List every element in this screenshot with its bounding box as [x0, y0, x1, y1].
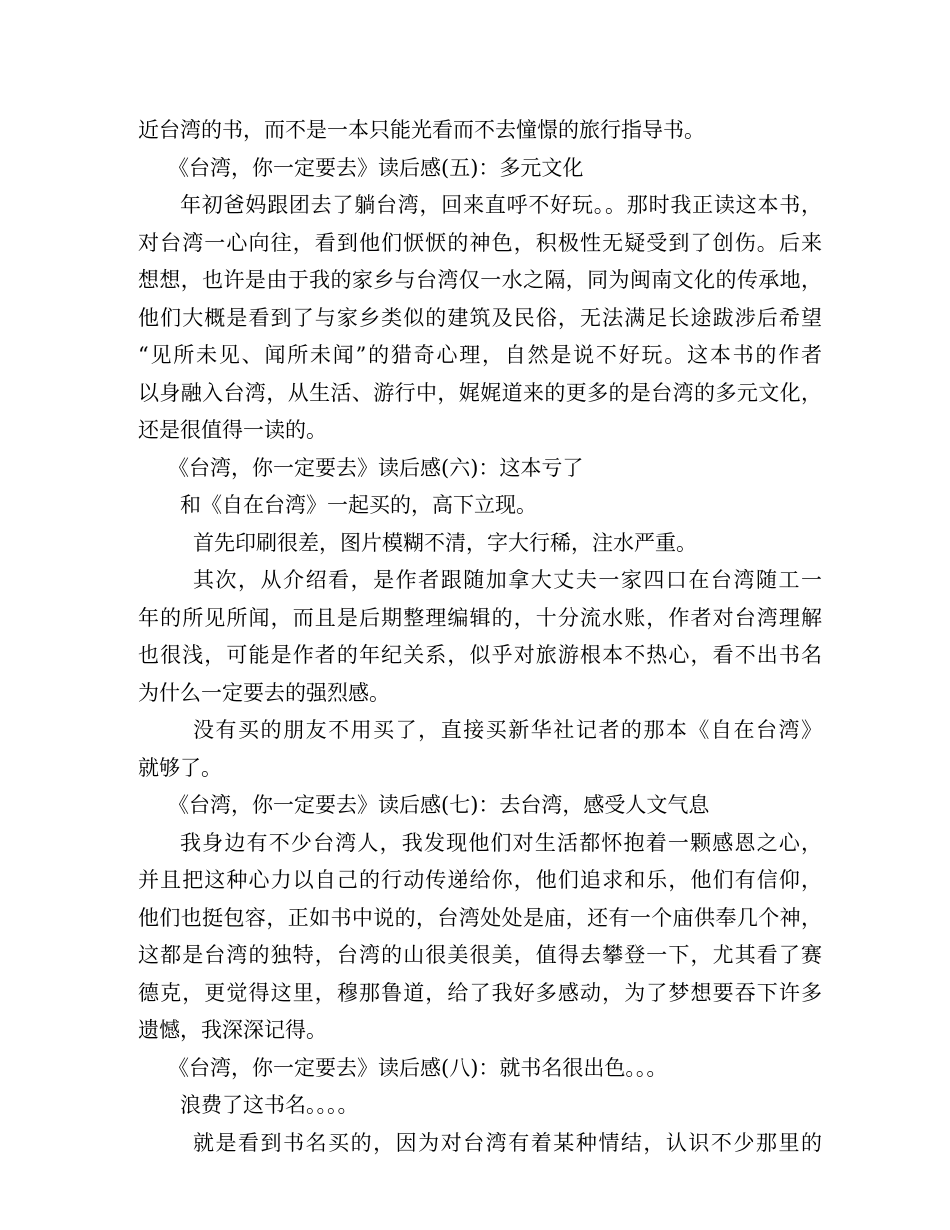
text-line: 和《自在台湾》一起买的，高下立现。 [180, 493, 537, 517]
text-line: 其次，从介绍看，是作者跟随加拿大丈夫一家四口在台湾随工一 [193, 568, 822, 592]
text-line: 还是很值得一读的。 [138, 418, 327, 442]
text-line: 想想，也许是由于我的家乡与台湾仅一水之隔，同为闽南文化的传承地， [138, 268, 822, 292]
text-line: 以身融入台湾，从生活、游行中，娓娓道来的更多的是台湾的多元文化， [138, 380, 822, 405]
text-line: 遗憾，我深深记得。 [138, 1018, 327, 1042]
text-line: “见所未见、闻所未闻”的猎奇心理，自然是说不好玩。这本书的作者 [138, 343, 822, 367]
document-body [138, 112, 822, 1162]
text-line: 他们也挺包容，正如书中说的，台湾处处是庙，还有一个庙供奉几个神， [138, 905, 822, 930]
text-line: 《台湾，你一定要去》读后感(八)：就书名很出色。。。 [168, 1055, 668, 1080]
text-line: 浪费了这书名。。。。 [180, 1093, 359, 1117]
text-line: 并且把这种心力以自己的行动传递给你，他们追求和乐，他们有信仰， [138, 868, 822, 892]
text-line: 《台湾，你一定要去》读后感(五)：多元文化 [168, 155, 584, 180]
text-line: 年的所见所闻，而且是后期整理编辑的，十分流水账，作者对台湾理解 [138, 605, 822, 630]
text-line: 《台湾，你一定要去》读后感(七)：去台湾，感受人文气息 [168, 793, 710, 817]
text-line: 就是看到书名买的，因为对台湾有着某种情结，认识不少那里的 [193, 1130, 822, 1155]
text-line: 为什么一定要去的强烈感。 [138, 680, 390, 705]
text-line: 我身边有不少台湾人，我发现他们对生活都怀抱着一颗感恩之心， [180, 830, 822, 855]
text-line: 他们大概是看到了与家乡类似的建筑及民俗，无法满足长途跋涉后希望 [138, 305, 822, 330]
text-line: 近台湾的书，而不是一本只能光看而不去憧憬的旅行指导书。 [138, 118, 705, 142]
text-line: 没有买的朋友不用买了，直接买新华社记者的那本《自在台湾》 [193, 718, 822, 742]
text-line: 这都是台湾的独特，台湾的山很美很美，值得去攀登一下，尤其看了赛 [138, 943, 822, 967]
text-line: 对台湾一心向往，看到他们恹恹的神色，积极性无疑受到了创伤。后来 [138, 230, 822, 255]
text-line: 也很浅，可能是作者的年纪关系，似乎对旅游根本不热心，看不出书名 [138, 643, 822, 667]
text-line: 《台湾，你一定要去》读后感(六)：这本亏了 [168, 455, 584, 480]
text-line: 就够了。 [138, 755, 222, 780]
text-line: 德克，更觉得这里，穆那鲁道，给了我好多感动，为了梦想要吞下许多 [138, 980, 822, 1005]
text-line: 首先印刷很差，图片模糊不清，字大行稀，注水严重。 [193, 530, 697, 555]
text-line: 年初爸妈跟团去了躺台湾，回来直呼不好玩。。那时我正读这本书， [180, 193, 822, 217]
